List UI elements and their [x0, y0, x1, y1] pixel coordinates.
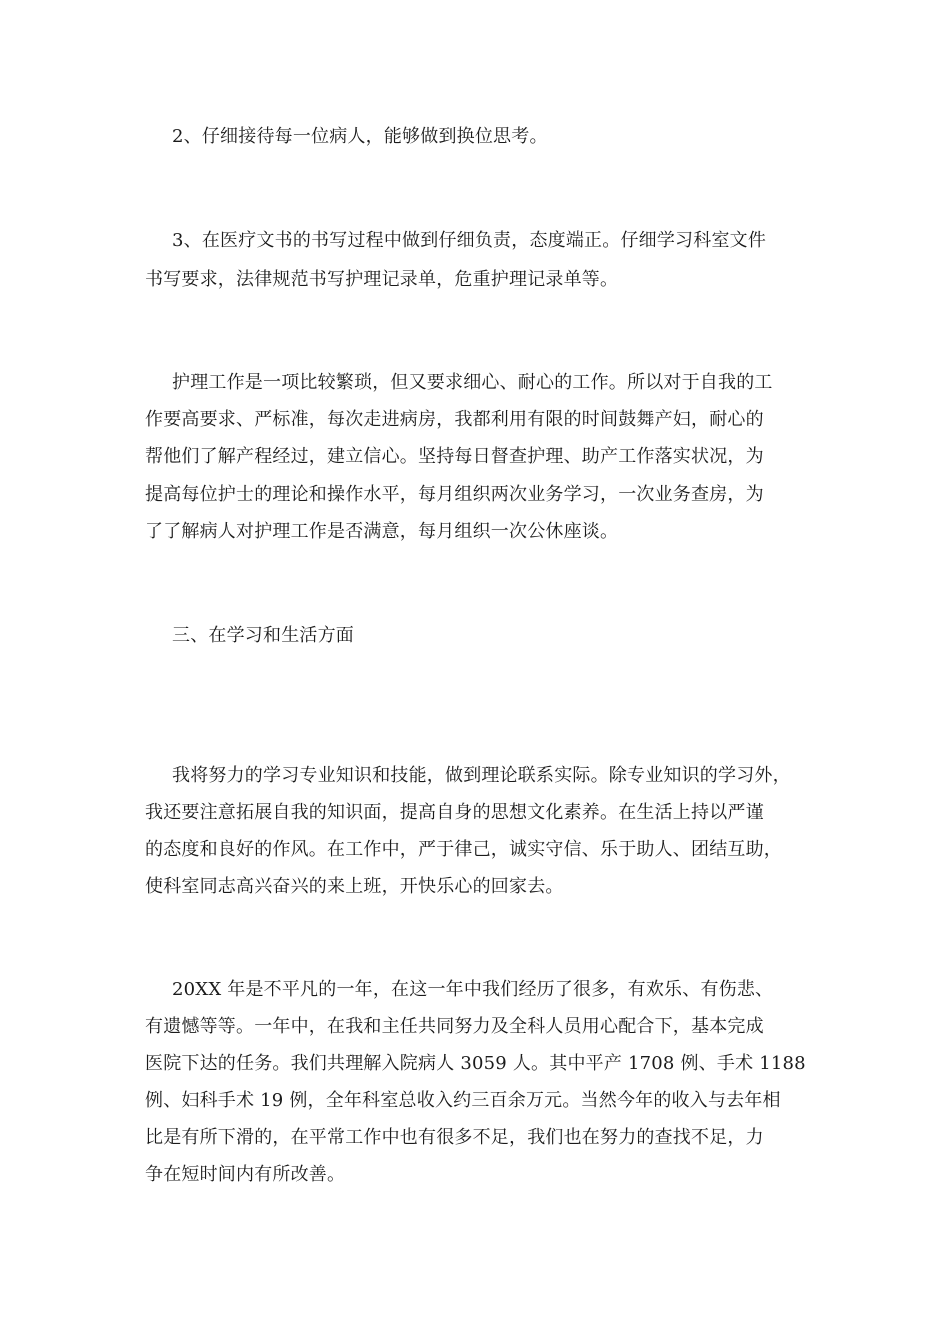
item-3-line-2: 书写要求，法律规范书写护理记录单，危重护理记录单等。: [145, 269, 619, 290]
study-life-line-1: 我将努力的学习专业知识和技能，做到理论联系实际。除专业知识的学习外，: [172, 765, 791, 786]
nursing-work-line-2: 作要高要求、严标准，每次走进病房，我都利用有限的时间鼓舞产妇，耐心的: [145, 409, 764, 430]
nursing-work-line-1: 护理工作是一项比较繁琐，但又要求细心、耐心的工作。所以对于自我的工: [172, 372, 773, 393]
item-3-line-1: 3、在医疗文书的书写过程中做到仔细负责，态度端正。仔细学习科室文件: [172, 230, 767, 251]
item-2-line-1: 2、仔细接待每一位病人，能够做到换位思考。: [172, 126, 548, 147]
year-summary-line-6: 争在短时间内有所改善。: [145, 1164, 346, 1185]
study-life-line-3: 的态度和良好的作风。在工作中，严于律己，诚实守信、乐于助人、团结互助，: [145, 839, 782, 860]
year-summary-line-5: 比是有所下滑的，在平常工作中也有很多不足，我们也在努力的查找不足，力: [145, 1127, 764, 1148]
year-summary-line-3: 医院下达的任务。我们共理解入院病人 3059 人。其中平产 1708 例、手术 1188: [145, 1053, 806, 1074]
nursing-work-line-5: 了了解病人对护理工作是否满意，每月组织一次公休座谈。: [145, 521, 619, 542]
year-summary-line-4: 例、妇科手术 19 例，全年科室总收入约三百余万元。当然今年的收入与去年相: [145, 1090, 781, 1111]
nursing-work-line-4: 提高每位护士的理论和操作水平，每月组织两次业务学习，一次业务查房，为: [145, 484, 764, 505]
year-summary-line-1: 20XX 年是不平凡的一年，在这一年中我们经历了很多，有欢乐、有伤悲、: [172, 979, 774, 1000]
section-3-heading: 三、在学习和生活方面: [172, 625, 354, 646]
study-life-line-4: 使科室同志高兴奋兴的来上班，开快乐心的回家去。: [145, 876, 564, 897]
study-life-line-2: 我还要注意拓展自我的知识面，提高自身的思想文化素养。在生活上持以严谨: [145, 802, 764, 823]
year-summary-line-2: 有遗憾等等。一年中，在我和主任共同努力及全科人员用心配合下，基本完成: [145, 1016, 764, 1037]
nursing-work-line-3: 帮他们了解产程经过，建立信心。坚持每日督查护理、助产工作落实状况，为: [145, 446, 764, 467]
